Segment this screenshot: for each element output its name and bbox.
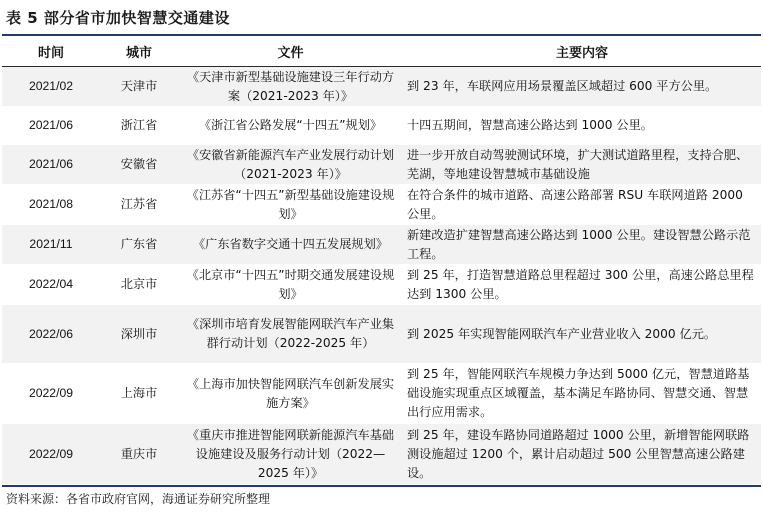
- cell-content: 到 2025 年实现智能网联汽车产业营业收入 2000 亿元。: [403, 305, 761, 364]
- cell-document: 《深圳市培育发展智能网联汽车产业集群行动计划（2022-2025 年）: [178, 305, 403, 364]
- table-title: 表 5 部分省市加快智慧交通建设: [6, 9, 230, 27]
- cell-time: 2022/09: [2, 424, 100, 485]
- cell-time: 2021/02: [2, 67, 100, 107]
- header-doc: 文件: [178, 37, 403, 67]
- cell-content: 在符合条件的城市道路、高速公路部署 RSU 车联网道路 2000 公里。: [403, 185, 761, 225]
- table-row: [2, 265, 761, 305]
- table-row: [2, 145, 761, 185]
- cell-city: 重庆市: [100, 424, 178, 485]
- cell-city: 安徽省: [100, 145, 178, 185]
- cell-content: 到 25 年，打造智慧道路总里程超过 300 公里，高速公路总里程达到 1300 公里。: [403, 265, 761, 305]
- cell-content: 十四五期间，智慧高速公路达到 1000 公里。: [403, 107, 761, 145]
- table-row: [2, 424, 761, 485]
- table-row: [2, 67, 761, 107]
- cell-content: 进一步开放自动驾驶测试环境，扩大测试道路里程，支持合肥、芜湖，等地建设智慧城市基础设施: [403, 145, 761, 185]
- title-divider: [2, 34, 761, 36]
- table-row: [2, 107, 761, 145]
- cell-time: 2022/04: [2, 265, 100, 305]
- cell-time: 2022/06: [2, 305, 100, 364]
- cell-content: 到 25 年，建设车路协同道路超过 1000 公里，新增智能网联路测设施超过 1200 个，累计启动超过 500 公里智慧高速公路建设。: [403, 424, 761, 485]
- table-row: [2, 225, 761, 265]
- header-content: 主要内容: [403, 37, 761, 67]
- cell-document: 《重庆市推进智能网联新能源汽车基础设施建设及服务行动计划（2022—2025 年）》: [178, 424, 403, 485]
- cell-city: 深圳市: [100, 305, 178, 364]
- cell-city: 江苏省: [100, 185, 178, 225]
- table-row: [2, 364, 761, 424]
- cell-city: 广东省: [100, 225, 178, 265]
- cell-city: 北京市: [100, 265, 178, 305]
- cell-document: 《江苏省“十四五”新型基础设施建设规划》: [178, 185, 403, 225]
- policy-table: [2, 37, 761, 485]
- cell-content: 到 23 年，车联网应用场景覆盖区域超过 600 平方公里。: [403, 67, 761, 107]
- table-row: [2, 305, 761, 364]
- table-bottom-divider: [2, 485, 761, 487]
- cell-time: 2021/08: [2, 185, 100, 225]
- cell-content: 新建改造扩建智慧高速公路达到 1000 公里。建设智慧公路示范工程。: [403, 225, 761, 265]
- cell-time: 2021/11: [2, 225, 100, 265]
- cell-document: 《安徽省新能源汽车产业发展行动计划（2021-2023 年）》: [178, 145, 403, 185]
- table-row: [2, 185, 761, 225]
- cell-document: 《上海市加快智能网联汽车创新发展实施方案》: [178, 364, 403, 424]
- header-row: [2, 37, 761, 67]
- cell-time: 2021/06: [2, 107, 100, 145]
- cell-document: 《广东省数字交通十四五发展规划》: [178, 225, 403, 265]
- cell-city: 天津市: [100, 67, 178, 107]
- cell-city: 上海市: [100, 364, 178, 424]
- header-city: 城市: [100, 37, 178, 67]
- source-note: 资料来源：各省市政府官网，海通证券研究所整理: [6, 492, 271, 506]
- cell-content: 到 25 年，智能网联汽车规模力争达到 5000 亿元，智慧道路基础设施实现重点区域覆盖，基本满足车路协同、智慧交通、智慧出行应用需求。: [403, 364, 761, 424]
- cell-document: 《浙江省公路发展“十四五”规划》: [178, 107, 403, 145]
- cell-document: 《天津市新型基础设施建设三年行动方案（2021-2023 年）》: [178, 67, 403, 107]
- cell-city: 浙江省: [100, 107, 178, 145]
- cell-time: 2022/09: [2, 364, 100, 424]
- cell-document: 《北京市“十四五”时期交通发展建设规划》: [178, 265, 403, 305]
- cell-time: 2021/06: [2, 145, 100, 185]
- header-time: 时间: [2, 37, 100, 67]
